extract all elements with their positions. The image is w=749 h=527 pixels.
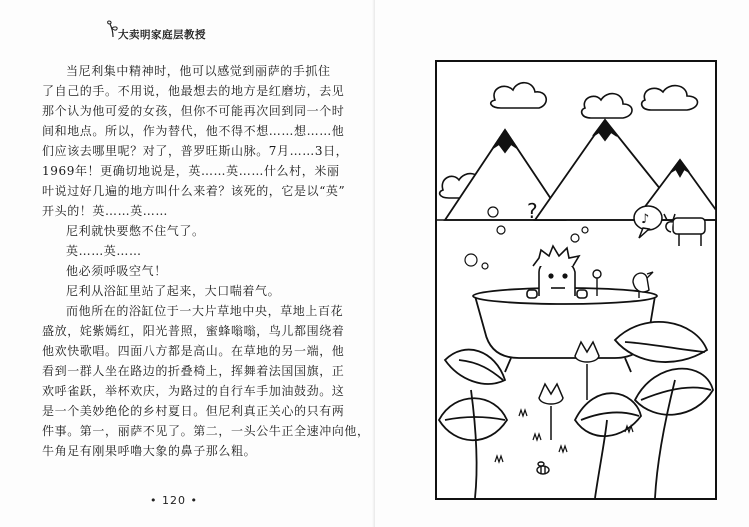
page-number: • 120 • (150, 494, 198, 507)
text-line: 他必须呼吸空气！ (66, 264, 167, 278)
text-line: 那个认为他可爱的女孩，但你不可能再次回到同一个时 (42, 104, 345, 118)
text-line: 开头的！英……英…… (42, 204, 169, 218)
text-line: 他欢快歌唱。四面八方都是高山。在草地的另一端，他 (42, 344, 345, 358)
text-line: 尼利从浴缸里站了起来，大口喘着气。 (66, 284, 281, 298)
text-line: 了自己的手。不用说，他最想去的地方是红磨坊，去见 (42, 84, 345, 98)
text-line: 而他所在的浴缸位于一大片草地中央，草地上百花 (66, 304, 344, 318)
text-line: 是一个美妙绝伦的乡村夏日。但尼利真正关心的只有两 (42, 404, 345, 418)
question-mark: ? (527, 199, 538, 223)
music-note-icon: ♪ (641, 212, 650, 227)
text-line: 间和地点。所以，作为替代，他不得不想……想……他 (42, 124, 345, 138)
text-line: 1969年！更确切地说是，英……英……什么村，米丽 (42, 164, 340, 178)
text-line: 欢呼雀跃，举杯欢庆，为路过的自行车手加油鼓劲。这 (42, 384, 345, 398)
text-line: 们应该去哪里呢？对了，普罗旺斯山脉。7月……3日， (42, 144, 349, 158)
body-text (42, 61, 370, 461)
text-line: 当尼利集中精神时，他可以感觉到丽萨的手抓住 (66, 64, 331, 78)
text-line: 盛放，姹紫嫣红，阳光普照，蜜蜂嗡嗡，鸟儿都围绕着 (42, 324, 345, 338)
text-line: 件事。第一，丽萨不见了。第二，一头公牛正全速冲向他， (42, 424, 370, 438)
text-line: 叶说过好几遍的地方叫什么来着？该死的，它是以“英” (42, 184, 346, 198)
text-line: 英……英…… (66, 244, 142, 258)
text-line: 牛角足有刚果呼噜大象的鼻子那么粗。 (42, 444, 257, 458)
running-head: 大卖明家庭层教授 (118, 29, 206, 41)
text-line: 看到一群人坐在路边的折叠椅上，挥舞着法国国旗，正 (42, 364, 345, 378)
text-line: 尼利就快要憋不住气了。 (66, 224, 205, 238)
illustration (435, 60, 717, 500)
